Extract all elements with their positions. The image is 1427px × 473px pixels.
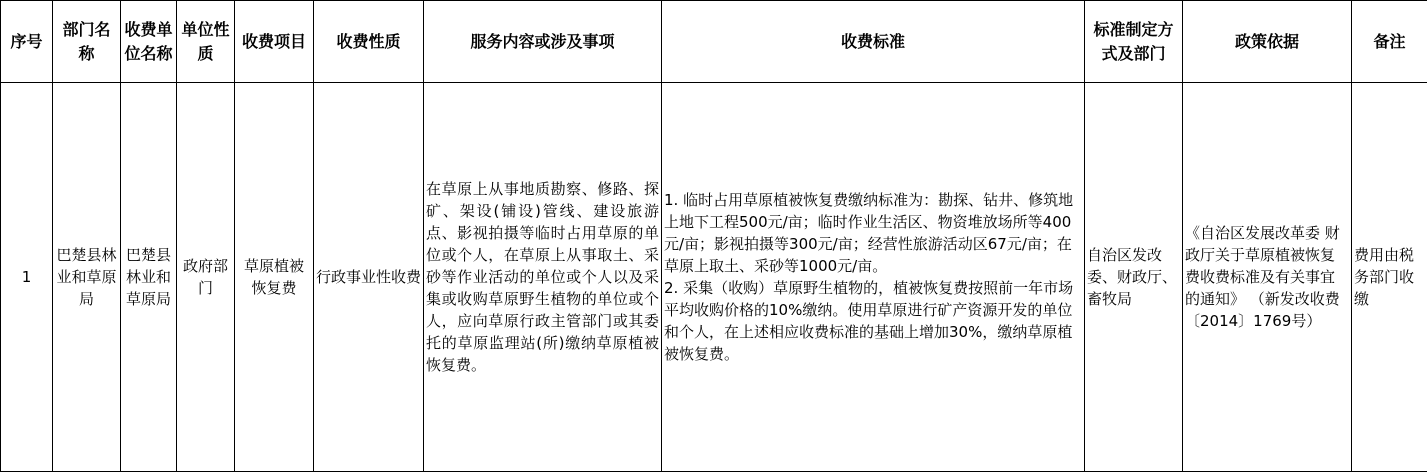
cell-charging-unit-name: 巴楚县林业和草原局 (121, 83, 177, 472)
cell-fee-item: 草原植被恢复费 (235, 83, 314, 472)
header-fee-nature: 收费性质 (314, 1, 424, 83)
cell-standard-method: 自治区发改委、财政厅、畜牧局 (1085, 83, 1183, 472)
fee-standard-item-1: 1. 临时占用草原植被恢复费缴纳标准为：勘探、钻井、修筑地上地下工程500元/亩；临时作业生活区、物资堆放场所等400元/亩；影视拍摄等300元/亩；经营性旅游活动区67元/亩；在草原上取土、采砂等1000元/亩。 (664, 191, 1074, 275)
cell-department-name: 巴楚县林业和草原局 (53, 83, 121, 472)
cell-remarks: 费用由税务部门收缴 (1352, 83, 1427, 472)
header-remarks: 备注 (1352, 1, 1427, 83)
cell-policy-basis: 《自治区发展改革委 财政厅关于草原植被恢复费收费标准及有关事宜的通知》 （新发改收费〔2014〕1769号） (1183, 83, 1352, 472)
header-policy-basis: 政策依据 (1183, 1, 1352, 83)
header-serial-number: 序号 (1, 1, 53, 83)
cell-service-content: 在草原上从事地质勘察、修路、探矿、架设(铺设)管线、建设旅游点、影视拍摄等临时占用草原的单位或个人，在草原上从事取土、采砂等作业活动的单位或个人以及采集或收购草原野生植物的单位或个人，应向草原行政主管部门或其委托的草原监理站(所)缴纳草原植被恢复费。 (424, 83, 662, 472)
cell-unit-nature: 政府部门 (177, 83, 235, 472)
header-unit-nature: 单位性质 (177, 1, 235, 83)
header-standard-method: 标准制定方式及部门 (1085, 1, 1183, 83)
header-charging-unit-name: 收费单位名称 (121, 1, 177, 83)
header-department-name: 部门名称 (53, 1, 121, 83)
header-fee-standard: 收费标准 (662, 1, 1085, 83)
header-fee-item: 收费项目 (235, 1, 314, 83)
cell-fee-standard (662, 83, 1085, 472)
fee-standard-item-2: 2. 采集（收购）草原野生植物的，植被恢复费按照前一年市场平均收购价格的10%缴纳。使用草原进行矿产资源开发的单位和个人，在上述相应收费标准的基础上增加30%，缴纳草原植被恢复费。 (664, 279, 1074, 363)
header-row (1, 1, 1427, 83)
header-service-content: 服务内容或涉及事项 (424, 1, 662, 83)
table-row (1, 83, 1427, 472)
cell-fee-nature: 行政事业性收费 (314, 83, 424, 472)
cell-serial-number: 1 (1, 83, 53, 472)
